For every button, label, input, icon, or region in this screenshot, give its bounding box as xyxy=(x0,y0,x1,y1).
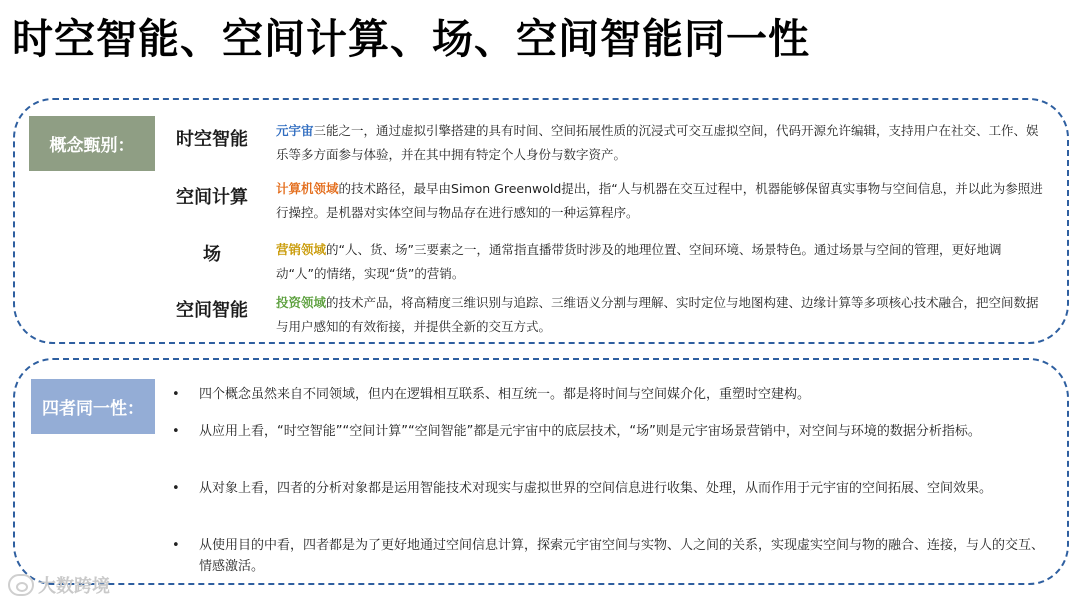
chat-bubble-icon xyxy=(8,574,34,596)
desc-field xyxy=(276,238,1048,286)
keyword-marketing-field: 营销领域 xyxy=(276,242,327,257)
identity-label: 四者同一性： xyxy=(31,379,155,434)
term-spatial-intelligence: 空间智能 xyxy=(176,300,248,321)
list-item xyxy=(172,478,1052,499)
desc-spatial-computing xyxy=(276,177,1048,225)
keyword-computer-field: 计算机领域 xyxy=(276,181,339,196)
desc-spatial-intelligence xyxy=(276,291,1048,339)
bullet-text: 从应用上看，“时空智能”“空间计算”“空间智能”都是元宇宙中的底层技术，“场”则是元宇宙场景营销中，对空间与环境的数据分析指标。 xyxy=(199,424,981,439)
bullet-text: 从对象上看，四者的分析对象都是运用智能技术对现实与虚拟世界的空间信息进行收集、处理，从而作用于元宇宙的空间拓展、空间效果。 xyxy=(199,481,993,496)
keyword-investment-field: 投资领域 xyxy=(276,295,327,310)
desc-text: 的技术产品，将高精度三维识别与追踪、三维语义分割与理解、实时定位与地图构建、边缘计算等多项核心技术融合，把空间数据与用户感知的有效衔接，并提供全新的交互方式。 xyxy=(276,295,1039,334)
bullet-dot: • xyxy=(172,538,180,553)
bullet-text: 四个概念虽然来自不同领域，但内在逻辑相互联系、相互统一。都是将时间与空间媒介化，重塑时空建构。 xyxy=(199,387,811,402)
concept-label: 概念甄别： xyxy=(29,116,155,171)
term-field: 场 xyxy=(203,244,221,265)
bullet-dot: • xyxy=(172,481,180,496)
desc-spatiotemporal-intelligence xyxy=(276,119,1048,167)
list-item xyxy=(172,421,1052,442)
desc-text: 的“人、货、场”三要素之一，通常指直播带货时涉及的地理位置、空间环境、场景特色。通过场景与空间的管理，更好地调动“人”的情绪，实现“货”的营销。 xyxy=(276,242,1002,281)
list-item xyxy=(172,535,1052,577)
term-spatiotemporal-intelligence: 时空智能 xyxy=(176,129,248,150)
page-title: 时空智能、空间计算、场、空间智能同一性 xyxy=(12,15,810,63)
desc-text: 的技术路径，最早由Simon Greenwold提出，指“人与机器在交互过程中，机器能够保留真实事物与空间信息，并以此为参照进行操控。是机器对实体空间与物品存在进行感知的一种运算程序。 xyxy=(276,181,1043,220)
watermark-text: 大数跨境 xyxy=(38,576,110,597)
bullet-dot: • xyxy=(172,387,180,402)
list-item xyxy=(172,384,1052,405)
term-spatial-computing: 空间计算 xyxy=(176,187,248,208)
desc-text: 三能之一，通过虚拟引擎搭建的具有时间、空间拓展性质的沉浸式可交互虚拟空间，代码开源允许编辑，支持用户在社交、工作、娱乐等多方面参与体验，并在其中拥有特定个人身份与数字资产。 xyxy=(276,123,1039,162)
bullet-dot: • xyxy=(172,424,180,439)
watermark xyxy=(8,572,110,598)
keyword-metaverse: 元宇宙 xyxy=(276,123,314,138)
bullet-text: 从使用目的中看，四者都是为了更好地通过空间信息计算，探索元宇宙空间与实物、人之间的关系，实现虚实空间与物的融合、连接，与人的交互、情感激活。 xyxy=(199,538,1045,574)
